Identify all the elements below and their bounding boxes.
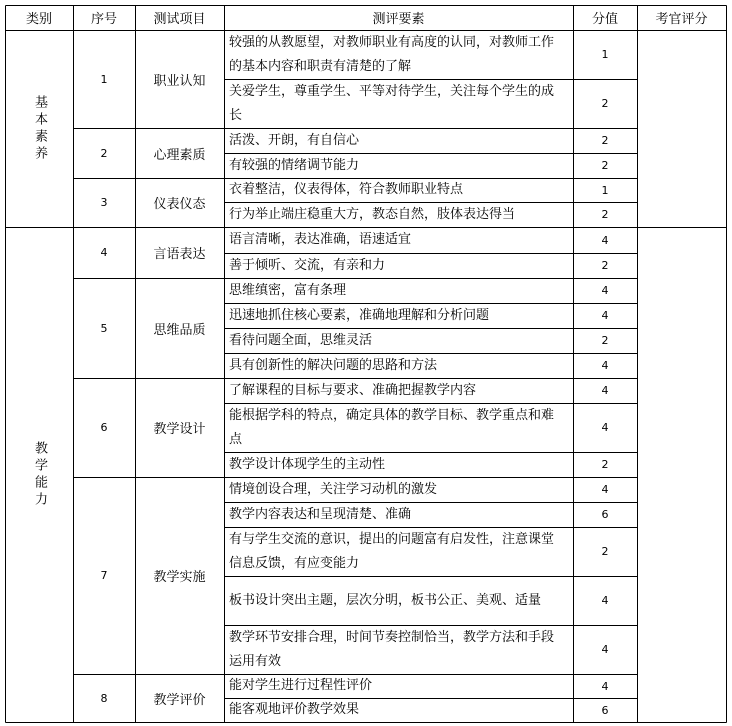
score-cell: 2 bbox=[601, 545, 609, 558]
requirement-cell: 教学设计体现学生的主动性 bbox=[229, 456, 386, 472]
header-number: 序号 bbox=[90, 12, 117, 27]
score-cell: 2 bbox=[601, 259, 609, 272]
score-cell: 2 bbox=[601, 334, 609, 347]
requirement-cell: 活泼、开朗，有自信心 bbox=[229, 132, 360, 148]
group-item: 思维品质 bbox=[153, 322, 206, 338]
header-rating: 考官评分 bbox=[655, 12, 708, 27]
group-item: 教学评价 bbox=[153, 692, 206, 708]
score-cell: 6 bbox=[601, 508, 609, 521]
score-cell: 4 bbox=[601, 384, 609, 397]
score-cell: 2 bbox=[601, 458, 609, 471]
score-cell: 6 bbox=[601, 703, 609, 717]
requirement-cell: 板书设计突出主题，层次分明，板书公正、美观、适量 bbox=[229, 592, 542, 608]
requirement-cell: 思维缜密，富有条理 bbox=[229, 282, 347, 298]
header-item: 测试项目 bbox=[153, 12, 206, 27]
group-number: 8 bbox=[100, 691, 108, 705]
requirement-cell: 较强的从教愿望，对教师职业有高度的认同，对教师工作的基本内容和职责有清楚的了解 bbox=[229, 34, 555, 74]
requirement-cell: 教学内容表达和呈现清楚、准确 bbox=[229, 506, 412, 522]
score-cell: 4 bbox=[601, 594, 609, 607]
score-cell: 4 bbox=[601, 359, 609, 372]
requirement-cell: 有较强的情绪调节能力 bbox=[229, 157, 360, 173]
score-cell: 4 bbox=[601, 233, 609, 247]
score-cell: 2 bbox=[601, 97, 609, 110]
requirement-cell: 看待问题全面，思维灵活 bbox=[229, 332, 373, 348]
requirement-cell: 语言清晰，表达准确，语速适宜 bbox=[229, 232, 412, 247]
group-item: 言语表达 bbox=[153, 247, 206, 262]
group-number: 1 bbox=[100, 72, 108, 86]
group-item: 教学设计 bbox=[153, 422, 206, 437]
requirement-cell: 有与学生交流的意识，提出的问题富有启发性，注意课堂信息反馈，有应变能力 bbox=[229, 531, 555, 571]
header-requirement: 测评要素 bbox=[372, 12, 425, 27]
group-number: 5 bbox=[100, 321, 108, 335]
header-score: 分值 bbox=[591, 12, 618, 27]
group-item: 仪表仪态 bbox=[153, 197, 206, 212]
category-basic-literacy: 基本素养 bbox=[32, 94, 47, 163]
score-cell: 4 bbox=[601, 284, 609, 297]
requirement-cell: 教学环节安排合理，时间节奏控制恰当，教学方法和手段运用有效 bbox=[229, 629, 555, 669]
requirement-cell: 衣着整洁，仪表得体，符合教师职业特点 bbox=[229, 182, 464, 197]
score-cell: 4 bbox=[601, 421, 609, 434]
requirement-cell: 情境创设合理，关注学习动机的激发 bbox=[229, 481, 438, 497]
score-cell: 4 bbox=[601, 483, 609, 496]
group-number: 6 bbox=[100, 421, 108, 434]
score-cell: 2 bbox=[601, 134, 609, 147]
category-teaching-ability: 教学能力 bbox=[32, 440, 47, 509]
group-number: 3 bbox=[100, 196, 108, 209]
group-number: 7 bbox=[100, 569, 108, 582]
score-cell: 4 bbox=[601, 309, 609, 322]
score-cell: 1 bbox=[601, 183, 609, 197]
group-number: 2 bbox=[100, 146, 108, 160]
group-item: 教学实施 bbox=[153, 570, 206, 585]
score-cell: 2 bbox=[601, 159, 609, 172]
score-cell: 4 bbox=[601, 679, 609, 693]
requirement-cell: 善于倾听、交流，有亲和力 bbox=[229, 257, 386, 273]
score-cell: 4 bbox=[601, 643, 609, 656]
score-cell: 1 bbox=[601, 48, 609, 61]
requirement-cell: 能对学生进行过程性评价 bbox=[229, 678, 373, 693]
requirement-cell: 了解课程的目标与要求、准确把握教学内容 bbox=[229, 382, 477, 398]
header-category: 类别 bbox=[25, 12, 52, 27]
group-item: 职业认知 bbox=[153, 73, 206, 89]
requirement-cell: 能根据学科的特点，确定具体的教学目标、教学重点和难点 bbox=[229, 407, 555, 447]
requirement-cell: 具有创新性的解决问题的思路和方法 bbox=[229, 357, 438, 373]
score-cell: 2 bbox=[601, 208, 609, 221]
group-item: 心理素质 bbox=[153, 147, 206, 163]
requirement-cell: 行为举止端庄稳重大方，教态自然，肢体表达得当 bbox=[229, 206, 516, 222]
requirement-cell: 关爱学生，尊重学生、平等对待学生，关注每个学生的成长 bbox=[229, 83, 555, 123]
group-number: 4 bbox=[100, 246, 108, 259]
requirement-cell: 能客观地评价教学效果 bbox=[229, 702, 360, 717]
requirement-cell: 迅速地抓住核心要素，准确地理解和分析问题 bbox=[229, 307, 490, 323]
